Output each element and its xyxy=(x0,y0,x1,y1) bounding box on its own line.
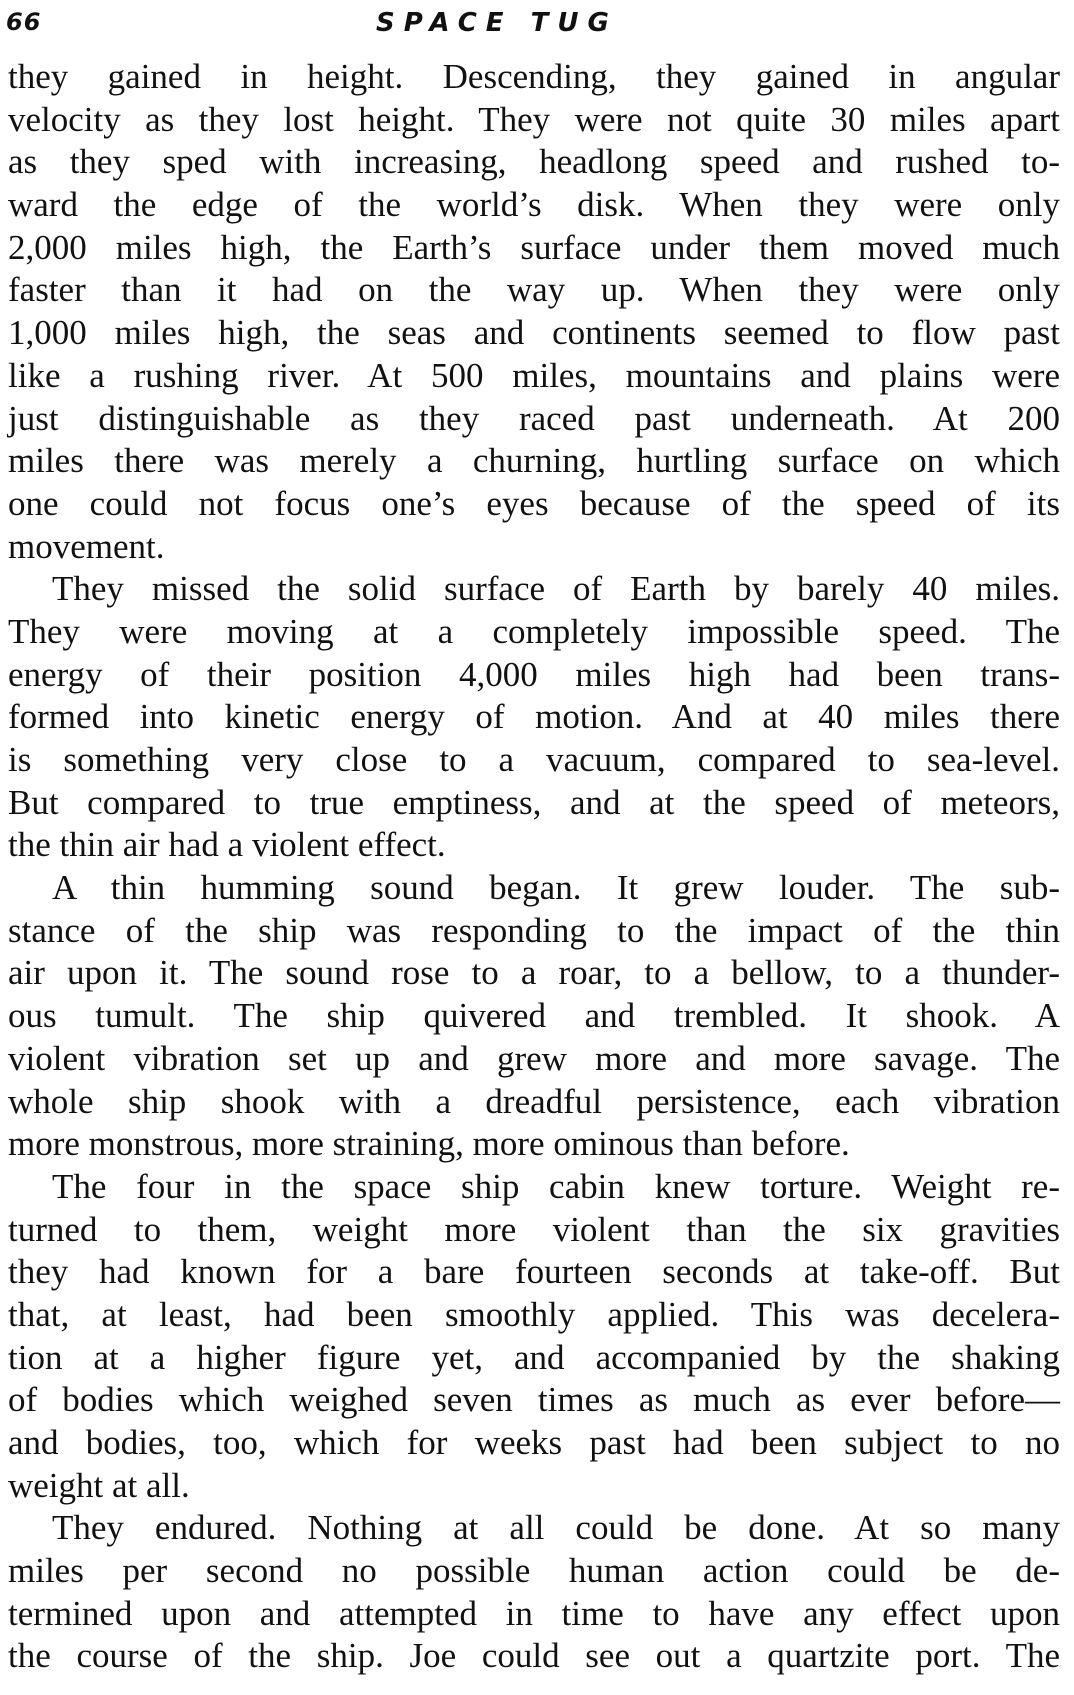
text-line: one could not focus one’s eyes because of the speed of its xyxy=(8,483,1060,523)
text-line: the thin air had a violent effect. xyxy=(8,825,446,865)
text-line: whole ship shook with a dreadful persistence, each vibration xyxy=(8,1081,1060,1121)
text-line: turned to them, weight more violent than the six gravities xyxy=(8,1209,1060,1249)
page-number: 66 xyxy=(6,8,42,36)
text-line: air upon it. The sound rose to a roar, to a bellow, to a thunder- xyxy=(8,953,1060,993)
text-line: they gained in height. Descending, they gained in angular xyxy=(8,57,1060,96)
text-line: stance of the ship was responding to the impact of the thin xyxy=(8,910,1060,950)
text-line: They were moving at a completely impossible speed. The xyxy=(8,611,1060,651)
text-line: ward the edge of the world’s disk. When they were only xyxy=(8,185,1060,225)
text-line: of bodies which weighed seven times as much as ever before— xyxy=(8,1380,1060,1420)
text-line: 2,000 miles high, the Earth’s surface under them moved much xyxy=(8,227,1060,267)
text-line: A thin humming sound began. It grew louder. The sub- xyxy=(52,868,1060,908)
running-title: SPACE TUG xyxy=(376,8,618,38)
text-line: miles there was merely a churning, hurtling surface on which xyxy=(8,441,1060,481)
text-line: miles per second no possible human action could be de- xyxy=(8,1551,1060,1591)
text-line: energy of their position 4,000 miles high had been trans- xyxy=(8,654,1060,694)
text-line: They missed the solid surface of Earth by barely 40 miles. xyxy=(52,569,1060,609)
text-line: the course of the ship. Joe could see out a quartzite port. The xyxy=(8,1636,1060,1676)
text-line: just distinguishable as they raced past underneath. At 200 xyxy=(8,398,1060,438)
text-line: faster than it had on the way up. When they were only xyxy=(8,270,1060,310)
text-line: more monstrous, more straining, more ominous than before. xyxy=(8,1124,850,1164)
text-line: as they sped with increasing, headlong speed and rushed to- xyxy=(8,142,1060,182)
text-line: The four in the space ship cabin knew torture. Weight re- xyxy=(52,1166,1060,1206)
text-line: and bodies, too, which for weeks past had been subject to no xyxy=(8,1423,1060,1462)
text-line: they had known for a bare fourteen seconds at take-off. But xyxy=(8,1252,1060,1292)
text-line: 1,000 miles high, the seas and continents seemed to flow past xyxy=(8,313,1060,353)
text-line: tion at a higher figure yet, and accompanied by the shaking xyxy=(8,1337,1060,1377)
text-line: weight at all. xyxy=(8,1465,190,1505)
body-text xyxy=(8,56,1060,1678)
text-line: velocity as they lost height. They were not quite 30 miles apart xyxy=(8,99,1060,139)
text-line: movement. xyxy=(8,526,165,566)
text-line: formed into kinetic energy of motion. And at 40 miles there xyxy=(8,697,1060,737)
text-line: ous tumult. The ship quivered and trembled. It shook. A xyxy=(8,996,1060,1036)
text-line: like a rushing river. At 500 miles, mountains and plains were xyxy=(8,355,1060,395)
text-line: They endured. Nothing at all could be done. At so many xyxy=(52,1508,1060,1548)
page-header xyxy=(6,4,1046,44)
text-line: But compared to true emptiness, and at the speed of meteors, xyxy=(8,782,1060,822)
text-line: violent vibration set up and grew more and more savage. The xyxy=(8,1038,1060,1078)
text-line: is something very close to a vacuum, compared to sea-level. xyxy=(8,740,1060,779)
text-line: that, at least, had been smoothly applied. This was decelera- xyxy=(8,1294,1060,1334)
text-line: termined upon and attempted in time to have any effect upon xyxy=(8,1593,1060,1633)
